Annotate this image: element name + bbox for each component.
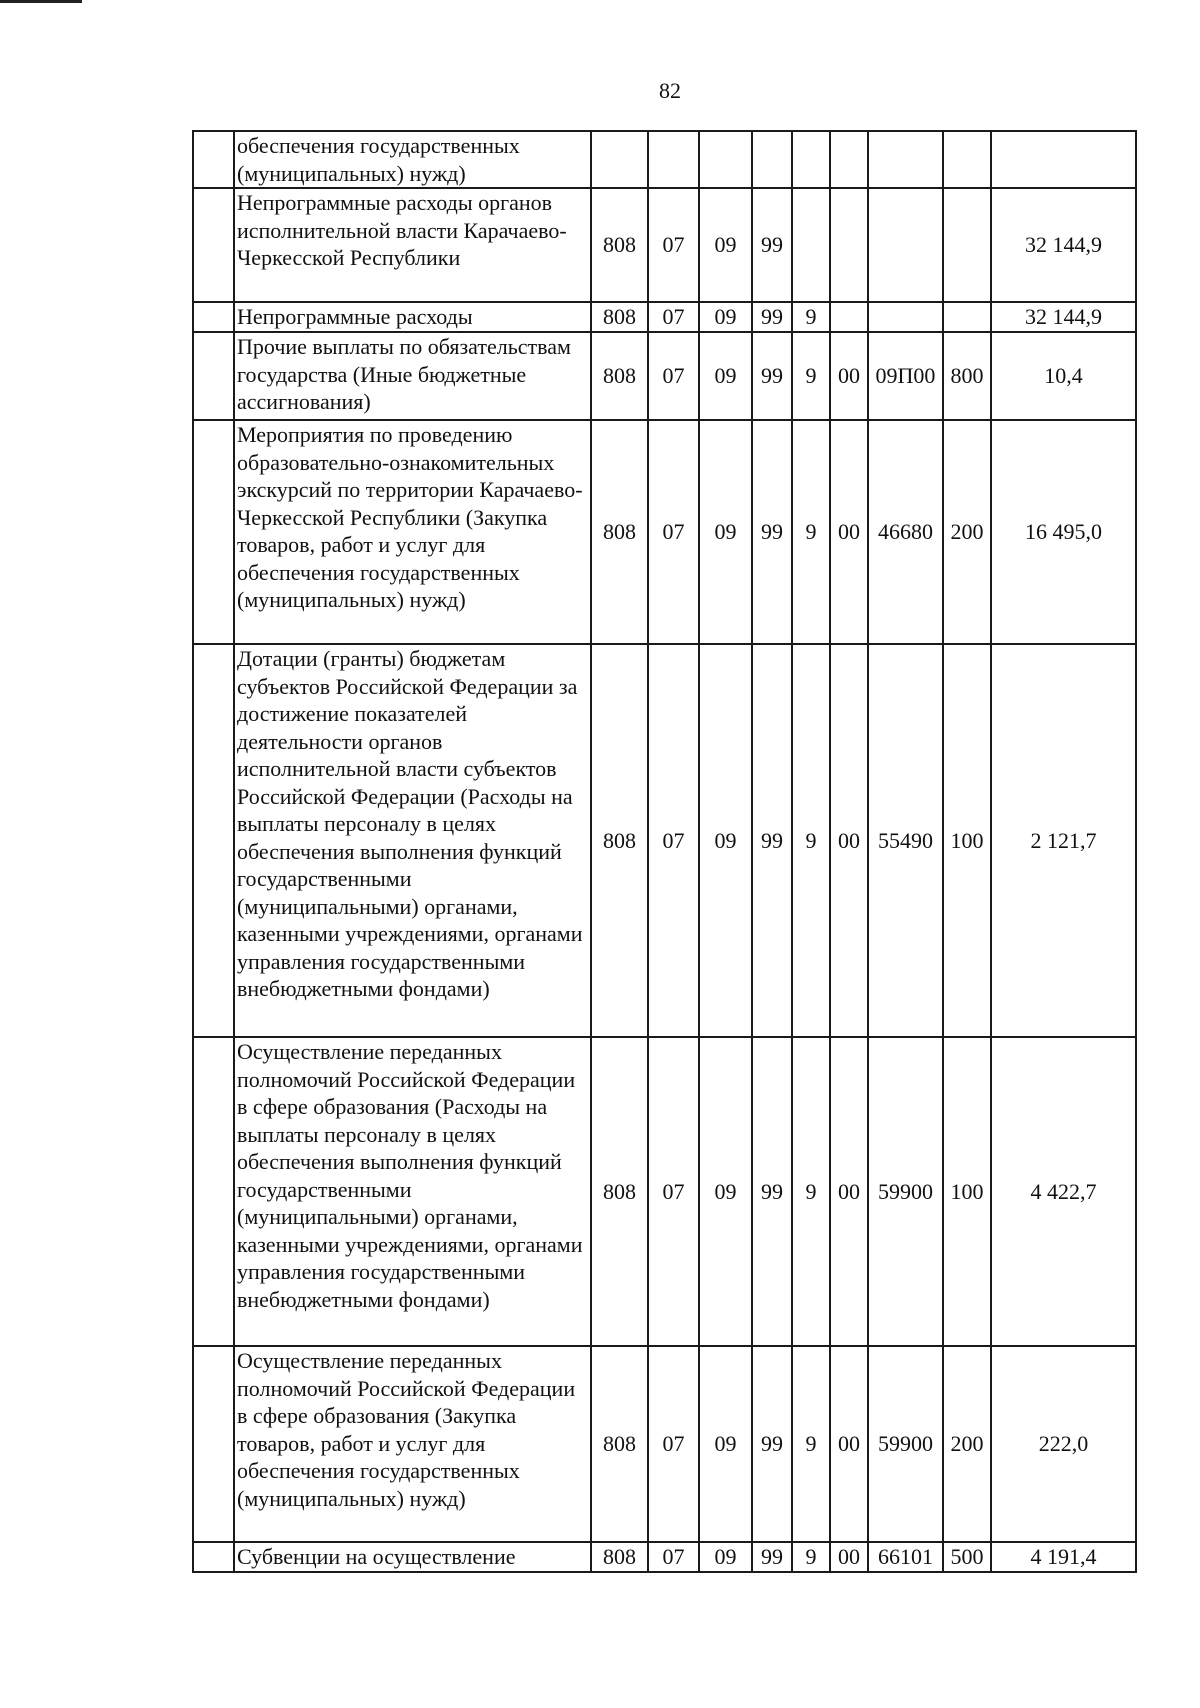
target-article-code-2-cell <box>792 188 830 302</box>
target-article-code-4-cell: 09П00 <box>868 332 943 420</box>
subsection-code-cell: 09 <box>699 332 752 420</box>
target-article-code-1-cell: 99 <box>752 302 792 332</box>
table-row <box>193 131 1136 188</box>
row-index-cell <box>193 1037 234 1346</box>
target-article-code-2-cell: 9 <box>792 420 830 644</box>
expense-type-code-cell: 100 <box>943 644 991 1037</box>
ministry-code-cell: 808 <box>591 420 648 644</box>
table-row <box>193 1346 1136 1542</box>
amount-cell: 4 191,4 <box>991 1542 1136 1572</box>
target-article-code-1-cell: 99 <box>752 1542 792 1572</box>
budget-table <box>192 130 1137 1573</box>
subsection-code-cell: 09 <box>699 188 752 302</box>
target-article-code-1-cell: 99 <box>752 420 792 644</box>
target-article-code-4-cell: 59900 <box>868 1037 943 1346</box>
section-code-cell: 07 <box>648 302 699 332</box>
amount-cell: 4 422,7 <box>991 1037 1136 1346</box>
expense-name-cell: Непрограммные расходы органов исполнительной власти Карачаево-Черкесской Республики <box>234 188 591 302</box>
table-row <box>193 332 1136 420</box>
expense-name-cell: Дотации (гранты) бюджетам субъектов Российской Федерации за достижение показателей деятельности органов исполнительной власти субъектов Российской Федерации (Расходы на выплаты персоналу в целях обеспечения выполнения функций государственными (муниципальными) органами, казенными учреждениями, органами управления государственными внебюджетными фондами) <box>234 644 591 1037</box>
ministry-code-cell: 808 <box>591 188 648 302</box>
expense-type-code-cell: 200 <box>943 420 991 644</box>
amount-cell: 10,4 <box>991 332 1136 420</box>
expense-type-code-cell <box>943 302 991 332</box>
table-row <box>193 1542 1136 1572</box>
target-article-code-1-cell: 99 <box>752 1346 792 1542</box>
target-article-code-1-cell: 99 <box>752 188 792 302</box>
row-index-cell <box>193 188 234 302</box>
row-index-cell <box>193 131 234 188</box>
amount-cell: 222,0 <box>991 1346 1136 1542</box>
amount-cell <box>991 131 1136 188</box>
subsection-code-cell: 09 <box>699 1346 752 1542</box>
target-article-code-3-cell: 00 <box>830 332 868 420</box>
row-index-cell <box>193 1542 234 1572</box>
ministry-code-cell: 808 <box>591 1346 648 1542</box>
target-article-code-2-cell: 9 <box>792 1346 830 1542</box>
target-article-code-4-cell: 55490 <box>868 644 943 1037</box>
page-number: 82 <box>659 78 681 103</box>
target-article-code-4-cell: 66101 <box>868 1542 943 1572</box>
section-code-cell: 07 <box>648 644 699 1037</box>
table-row <box>193 644 1136 1037</box>
budget-table-body <box>193 131 1136 1572</box>
expense-name-cell: Осуществление переданных полномочий Российской Федерации в сфере образования (Закупка товаров, работ и услуг для обеспечения государственных (муниципальных) нужд) <box>234 1346 591 1542</box>
ministry-code-cell: 808 <box>591 644 648 1037</box>
expense-type-code-cell <box>943 131 991 188</box>
target-article-code-2-cell <box>792 131 830 188</box>
section-code-cell: 07 <box>648 1542 699 1572</box>
section-code-cell: 07 <box>648 1346 699 1542</box>
subsection-code-cell: 09 <box>699 302 752 332</box>
section-code-cell: 07 <box>648 332 699 420</box>
table-row <box>193 302 1136 332</box>
subsection-code-cell: 09 <box>699 1037 752 1346</box>
ministry-code-cell: 808 <box>591 1037 648 1346</box>
subsection-code-cell <box>699 131 752 188</box>
target-article-code-3-cell <box>830 302 868 332</box>
target-article-code-4-cell <box>868 188 943 302</box>
row-index-cell <box>193 644 234 1037</box>
target-article-code-2-cell: 9 <box>792 644 830 1037</box>
target-article-code-1-cell: 99 <box>752 644 792 1037</box>
target-article-code-3-cell <box>830 188 868 302</box>
row-index-cell <box>193 302 234 332</box>
section-code-cell: 07 <box>648 420 699 644</box>
target-article-code-3-cell: 00 <box>830 644 868 1037</box>
ministry-code-cell: 808 <box>591 332 648 420</box>
expense-type-code-cell: 200 <box>943 1346 991 1542</box>
subsection-code-cell: 09 <box>699 1542 752 1572</box>
amount-cell: 32 144,9 <box>991 302 1136 332</box>
expense-type-code-cell <box>943 188 991 302</box>
target-article-code-4-cell <box>868 131 943 188</box>
target-article-code-2-cell: 9 <box>792 1542 830 1572</box>
ministry-code-cell: 808 <box>591 302 648 332</box>
target-article-code-4-cell: 59900 <box>868 1346 943 1542</box>
table-row <box>193 420 1136 644</box>
target-article-code-3-cell: 00 <box>830 420 868 644</box>
expense-type-code-cell: 500 <box>943 1542 991 1572</box>
expense-name-cell: обеспечения государственных (муниципальных) нужд) <box>234 131 591 188</box>
expense-name-cell: Осуществление переданных полномочий Российской Федерации в сфере образования (Расходы на выплаты персоналу в целях обеспечения выполнения функций государственными (муниципальными) органами, казенными учреждениями, органами управления государственными внебюджетными фондами) <box>234 1037 591 1346</box>
target-article-code-4-cell: 46680 <box>868 420 943 644</box>
target-article-code-3-cell <box>830 131 868 188</box>
target-article-code-4-cell <box>868 302 943 332</box>
amount-cell: 32 144,9 <box>991 188 1136 302</box>
table-row <box>193 1037 1136 1346</box>
scan-edge-mark <box>0 0 82 3</box>
target-article-code-2-cell: 9 <box>792 302 830 332</box>
subsection-code-cell: 09 <box>699 644 752 1037</box>
target-article-code-2-cell: 9 <box>792 1037 830 1346</box>
table-row <box>193 188 1136 302</box>
row-index-cell <box>193 420 234 644</box>
target-article-code-3-cell: 00 <box>830 1037 868 1346</box>
expense-name-cell: Субвенции на осуществление <box>234 1542 591 1572</box>
expense-type-code-cell: 100 <box>943 1037 991 1346</box>
amount-cell: 2 121,7 <box>991 644 1136 1037</box>
row-index-cell <box>193 332 234 420</box>
section-code-cell <box>648 131 699 188</box>
target-article-code-1-cell <box>752 131 792 188</box>
subsection-code-cell: 09 <box>699 420 752 644</box>
expense-type-code-cell: 800 <box>943 332 991 420</box>
ministry-code-cell <box>591 131 648 188</box>
expense-name-cell: Непрограммные расходы <box>234 302 591 332</box>
target-article-code-3-cell: 00 <box>830 1542 868 1572</box>
target-article-code-1-cell: 99 <box>752 332 792 420</box>
target-article-code-1-cell: 99 <box>752 1037 792 1346</box>
ministry-code-cell: 808 <box>591 1542 648 1572</box>
target-article-code-2-cell: 9 <box>792 332 830 420</box>
expense-name-cell: Мероприятия по проведению образовательно-ознакомительных экскурсий по территории Карачаево-Черкесской Республики (Закупка товаров, работ и услуг для обеспечения государственных (муниципальных) нужд) <box>234 420 591 644</box>
expense-name-cell: Прочие выплаты по обязательствам государства (Иные бюджетные ассигнования) <box>234 332 591 420</box>
target-article-code-3-cell: 00 <box>830 1346 868 1542</box>
section-code-cell: 07 <box>648 188 699 302</box>
amount-cell: 16 495,0 <box>991 420 1136 644</box>
section-code-cell: 07 <box>648 1037 699 1346</box>
row-index-cell <box>193 1346 234 1542</box>
